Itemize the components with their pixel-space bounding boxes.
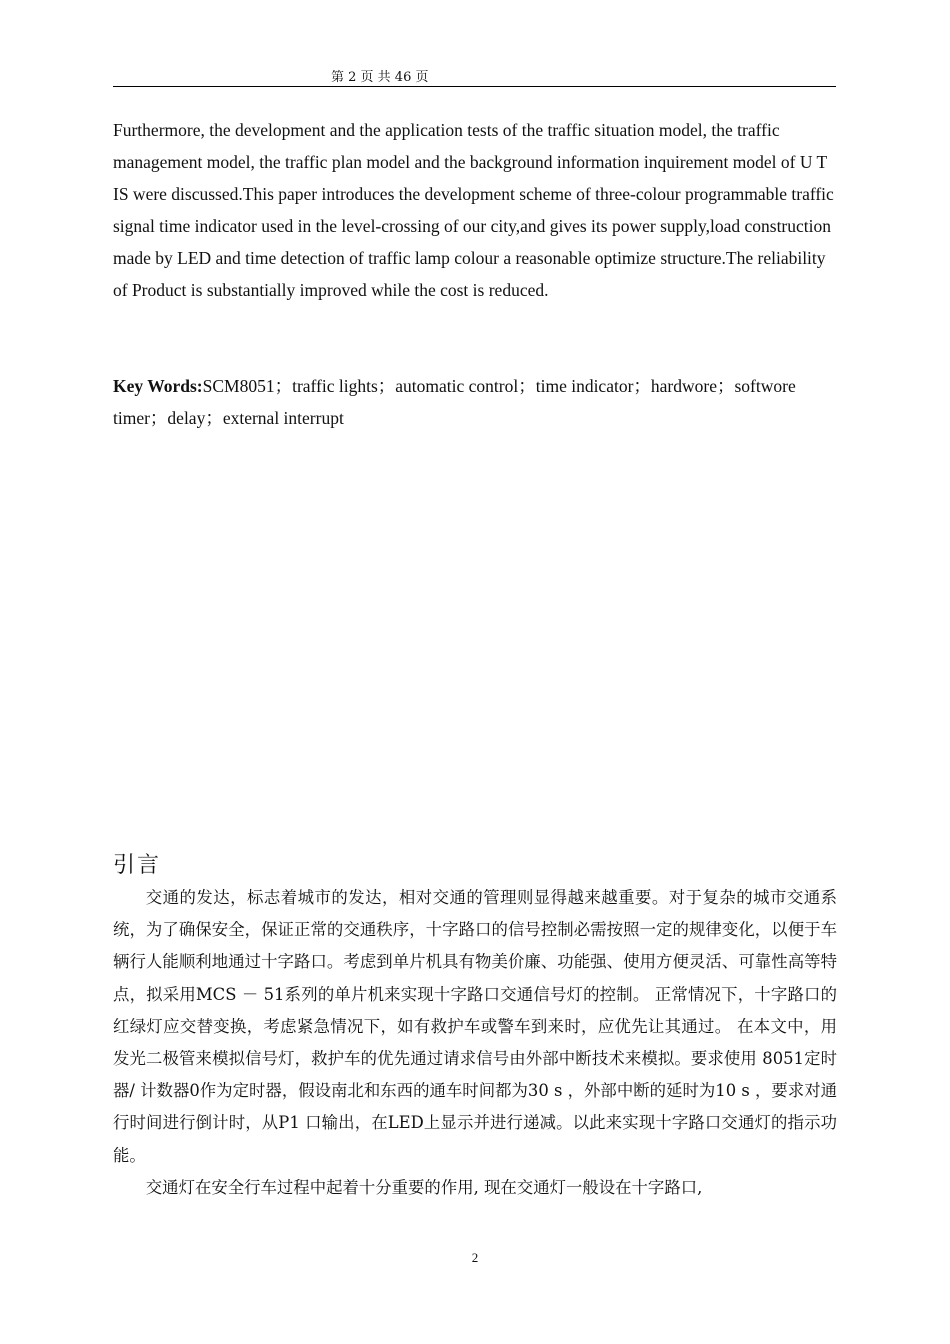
page-number: 2	[471, 1250, 479, 1265]
header-page-info: 第 2 页 共 46 页	[331, 70, 429, 85]
section-title-introduction: 引言	[113, 853, 162, 878]
keywords-text: SCM8051；traffic lights；automatic control；time indicator；hardwore；softwore timer；delay；external interrupt	[113, 376, 796, 428]
intro-paragraph-2: 交通灯在安全行车过程中起着十分重要的作用, 现在交通灯一般设在十字路口,	[145, 1177, 703, 1197]
intro-paragraph-1: 交通的发达，标志着城市的发达，相对交通的管理则显得越来越重要。对于复杂的城市交通系统，为了确保安全，保证正常的交通秩序，十字路口的信号控制必需按照一定的规律变化，以便于车辆行人能顺利地通过十字路口。考虑到单片机具有物美价廉、功能强、使用方便灵活、可靠性高等特点，拟采用MCS － 51系列的单片机来实现十字路口交通信号灯的控制。 正常情况下，十字路口的红绿灯应交替变换，考虑紧急情况下，如有救护车或警车到来时，应优先让其通过。 在本文中，用发光二极管来模拟信号灯，救护车的优先通过请求信号由外部中断技术来模拟。要求使用 8051定时器/ 计数器0作为定时器，假设南北和东西的通车时间都为30 s ，外部中断的延时为10 s ，要求对通行时间进行倒计时，从P1 口输出，在LED上显示并进行递减。以此来实现十字路口交通灯的指示功能。	[113, 888, 837, 1165]
keywords-label: Key Words:	[113, 376, 203, 396]
english-abstract	[113, 114, 843, 306]
page-header	[113, 66, 836, 87]
abstract-paragraph: Furthermore, the development and the application tests of the traffic situation model, the traffic management model, the traffic plan model and the background information inquirement model of U T IS were discussed.This paper introduces the development scheme of three-colour programmable traffic signal time indicator used in the level-crossing of our city,and gives its power supply,load construction made by LED and time detection of traffic lamp colour a reasonable optimize structure.The reliability of Product is substantially improved while the cost is reduced.	[113, 120, 834, 300]
introduction-body	[113, 882, 837, 1204]
keywords-block	[113, 370, 843, 434]
